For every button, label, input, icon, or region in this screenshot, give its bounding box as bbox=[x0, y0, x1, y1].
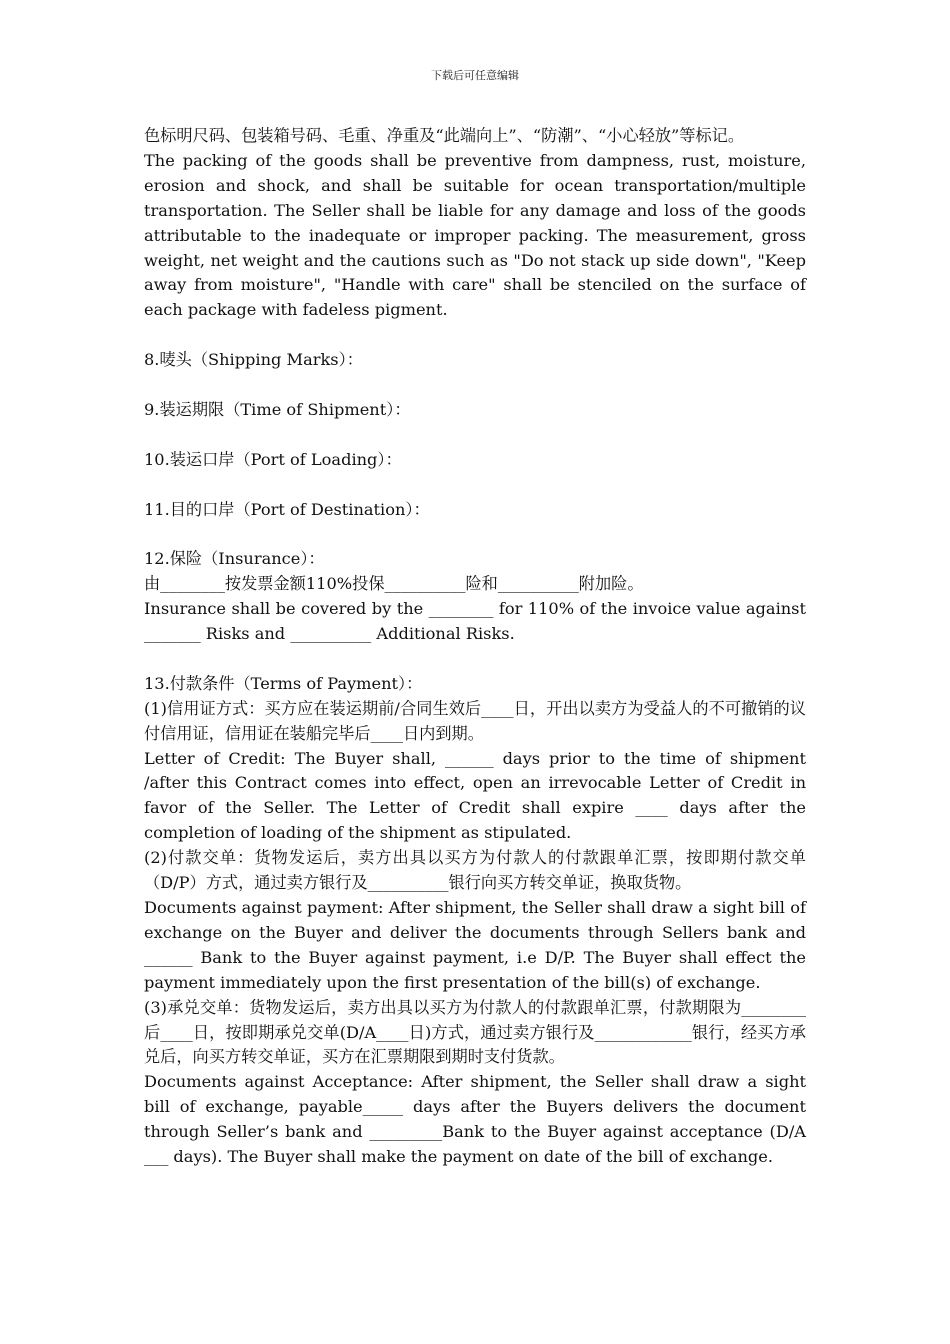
insurance-clause-en: Insurance shall be covered by the ________ for 110% of the invoice value against _______ Risks and __________ Additional Risks. bbox=[144, 599, 806, 644]
port-of-destination-heading: 11.目的口岸（Port of Destination）： bbox=[144, 499, 430, 519]
time-of-shipment-heading: 9.装运期限（Time of Shipment）： bbox=[144, 399, 411, 419]
documents-against-acceptance-en: Documents against Acceptance: After shipment, the Seller shall draw a sight bill of exchange, payable_____ days after the Buyers delivers the document through Seller’s bank and _________Bank to the Buyer against acceptance (D/A ___ days). The Buyer shall make the payment on date of the bill of exchange. bbox=[144, 1072, 806, 1167]
marks-paragraph-cn: 色标明尺码、包装箱号码、毛重、净重及“此端向上”、“防潮”、“小心轻放”等标记。 bbox=[144, 126, 745, 145]
letter-of-credit-cn: (1)信用证方式：买方应在装运期前/合同生效后____日，开出以卖方为受益人的不可撤销的议付信用证，信用证在装船完毕后____日内到期。 bbox=[144, 698, 806, 743]
documents-against-payment-cn: (2)付款交单：货物发运后，卖方出具以买方为付款人的付款跟单汇票，按即期付款交单（D/P）方式，通过卖方银行及__________银行向买方转交单证，换取货物。 bbox=[144, 848, 806, 893]
terms-of-payment-heading: 13.付款条件（Terms of Payment）： bbox=[144, 673, 423, 693]
packing-paragraph-en: The packing of the goods shall be preventive from dampness, rust, moisture, erosion and shock, and shall be suitable for ocean transportation/multiple transportation. The Seller shall be liable for any damage and loss of the goods attributable to the inadequate or improper packing. The measurement, gross weight, net weight and the cautions such as "Do not stack up side down", "Keep away from moisture", "Handle with care" shall be stenciled on the surface of each package with fadeless pigment. bbox=[144, 150, 806, 320]
shipping-marks-heading: 8.唛头（Shipping Marks）： bbox=[144, 350, 363, 370]
documents-against-acceptance-cn: (3)承兑交单：货物发运后，卖方出具以买方为付款人的付款跟单汇票，付款期限为________后____日，按即期承兑交单(D/A____日)方式，通过卖方银行及____________银行，经买方承兑后，向买方转交单证，买方在汇票期限到期时支付货款。 bbox=[144, 997, 806, 1067]
insurance-clause-cn: 由________按发票金额110%投保__________险和__________附加险。 bbox=[144, 574, 644, 594]
document-body bbox=[144, 124, 806, 1170]
port-of-loading-heading: 10.装运口岸（Port of Loading）： bbox=[144, 449, 402, 469]
page-header: 下载后可任意编辑 bbox=[431, 69, 519, 82]
documents-against-payment-en: Documents against payment: After shipment, the Seller shall draw a sight bill of exchange on the Buyer and deliver the documents through Sellers bank and ______ Bank to the Buyer against payment, i.e D/P. The Buyer shall effect the payment immediately upon the first presentation of the bill(s) of exchange. bbox=[144, 898, 806, 992]
letter-of-credit-en: Letter of Credit: The Buyer shall, ______ days prior to the time of shipment /after this Contract comes into effect, open an irrevocable Letter of Credit in favor of the Seller. The Letter of Credit shall expire ____ days after the completion of loading of the shipment as stipulated. bbox=[144, 748, 806, 843]
insurance-heading: 12.保险（Insurance）： bbox=[144, 549, 325, 569]
